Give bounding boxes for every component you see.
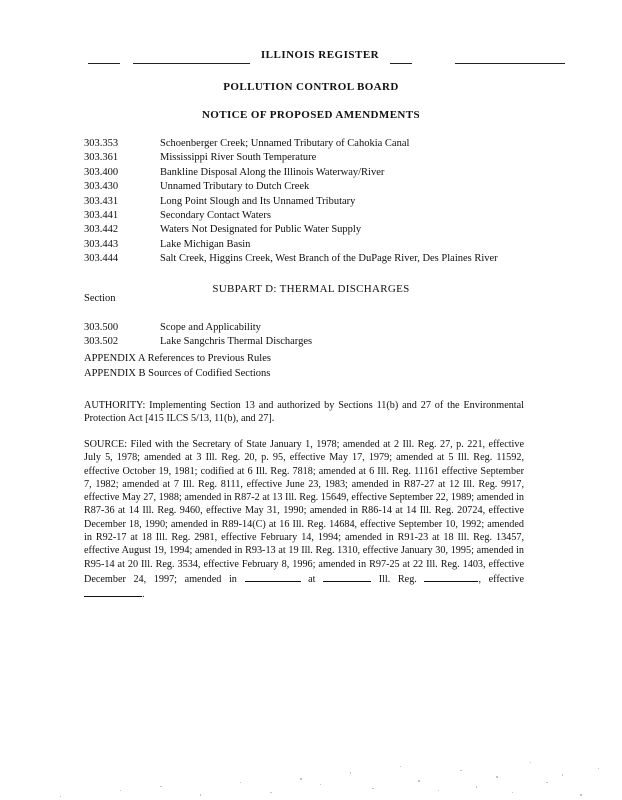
section-title: Schoenberger Creek; Unnamed Tributary of Cahokia Canal [160, 138, 410, 149]
authority-paragraph: AUTHORITY: Implementing Section 13 and authorized by Sections 11(b) and 27 of the Environmental Protection Act [415 ILCS 5/13, 11(b), and 27]. [84, 400, 524, 425]
section-column-label: Section [84, 293, 116, 304]
list-item [84, 151, 498, 165]
source-at: at [308, 573, 316, 585]
source-paragraph: SOURCE: Filed with the Secretary of State January 1, 1978; amended at 2 Ill. Reg. 27, p. 221, effective July 5, 1978; amended at 3 Ill. Reg. 20, p. 95, effective May 17, 1979; amended at 5 Ill. Reg. 11592, effective October 19, 1981; codified at 6 Ill. Reg. 7818; amended at 6 Ill. Reg. 11161 effective September 7, 1982; amended at 7 Ill. Reg. 8111, effective June 23, 1983; amended in R87-27 at 12 Ill. Reg. 9917, effective May 27, 1988; amended in R87-2 at 13 Ill. Reg. 15649, effective September 22, 1989; amended in R87-36 at 14 Ill. Reg. 9460, effective May 31, 1990; amended in R86-14 at 14 Ill. Reg. 20724, effective December 18, 1990; amended in R89-14(C) at 16 Ill. Reg. 14684, effective September 10, 1992; amended in R92-17 at 18 Ill. Reg. 2981, effective February 14, 1994; amended in R91-23 at 18 Ill. Reg. 13457, effective August 19, 1994; amended in R93-13 at 19 Ill. Reg. 1310, effective January 30, 1995; amended in R95-14 at 20 Ill. Reg. 3534, effective February 8, 1996; amended in R97-25 at 22 Ill. Reg. 1403, effective December 24, 1997; amended in at Ill. Reg. , effective . [84, 439, 525, 601]
section-title: Unnamed Tributary to Dutch Creek [160, 181, 310, 193]
section-title: Mississippi River South Temperature [160, 152, 317, 164]
section-number: 303.400 [84, 166, 119, 178]
section-title: Secondary Contact Waters [160, 209, 271, 221]
section-title: Salt Creek, Higgins Creek, West Branch of the DuPage River, Des Plaines River [160, 253, 498, 265]
list-item [84, 321, 312, 335]
subpart-section-list [84, 321, 312, 350]
section-title: Lake Sangchris Thermal Discharges [160, 336, 313, 348]
section-title: Bankline Disposal Along the Illinois Waterway/River [160, 166, 385, 178]
notice-title: NOTICE OF PROPOSED AMENDMENTS [201, 109, 421, 121]
appendix-list [84, 352, 271, 381]
section-number: 303.441 [84, 209, 119, 221]
header-rule-right-short [390, 63, 412, 64]
section-list [84, 137, 498, 267]
list-item [84, 335, 312, 349]
header-rule-right [455, 63, 565, 64]
section-number: 303.443 [84, 238, 119, 250]
source-effective: , effective [478, 573, 525, 585]
section-number: 303.502 [84, 336, 119, 348]
section-number: 303.361 [84, 152, 119, 164]
blank-field [84, 586, 142, 597]
section-title: Long Point Slough and Its Unnamed Tributary [160, 195, 356, 207]
header-rule-left-short [88, 63, 120, 64]
register-title: ILLINOIS REGISTER [260, 49, 380, 61]
list-item [84, 252, 498, 266]
section-number: 303.500 [84, 322, 119, 333]
section-number: 303.430 [84, 181, 119, 193]
section-number: 303.444 [84, 253, 119, 265]
header-rule-left [133, 63, 250, 64]
source-ill-reg: Ill. Reg. [378, 573, 417, 585]
section-title: Scope and Applicability [160, 322, 261, 333]
section-number: 303.431 [84, 195, 119, 207]
subpart-heading: SUBPART D: THERMAL DISCHARGES [212, 283, 410, 295]
blank-field [245, 571, 301, 582]
section-number: 303.442 [84, 224, 119, 236]
list-item [84, 195, 498, 209]
list-item [84, 180, 498, 194]
list-item [84, 166, 498, 180]
appendix-item: APPENDIX A References to Previous Rules [84, 353, 271, 364]
section-title: Lake Michigan Basin [160, 238, 251, 250]
list-item [84, 238, 498, 252]
scan-noise [0, 700, 622, 800]
blank-field [424, 571, 478, 582]
list-item [84, 137, 498, 151]
source-text: SOURCE: Filed with the Secretary of State January 1, 1978; amended at 2 Ill. Reg. 27, p. 221, effective July 5, 1978; amended at 3 Ill. Reg. 20, p. 95, effective May 17, 1979; amended at 5 Ill. Reg. 11592, effective October 19, 1981; codified at 6 Ill. Reg. 7818; amended at 6 Ill. Reg. 11161 effective September 7, 1982; amended at 7 Ill. Reg. 8111, effective June 23, 1983; amended in R87-27 at 12 Ill. Reg. 9917, effective May 27, 1988; amended in R87-2 at 13 Ill. Reg. 15649, effective September 22, 1989; amended in R87-36 at 14 Ill. Reg. 9460, effective May 31, 1990; amended in R86-14 at 14 Ill. Reg. 20724, effective December 18, 1990; amended in R89-14(C) at 16 Ill. Reg. 14684, effective September 10, 1992; amended in R92-17 at 18 Ill. Reg. 2981, effective February 14, 1994; amended in R91-23 at 18 Ill. Reg. 13457, effective August 19, 1994; amended in R93-13 at 19 Ill. Reg. 1310, effective January 30, 1995; amended in R95-14 at 20 Ill. Reg. 3534, effective February 8, 1996; amended in R97-25 at 22 Ill. Reg. 1403, effective December 24, 1997; amended in [84, 439, 524, 585]
appendix-item: APPENDIX B Sources of Codified Sections [84, 367, 271, 379]
board-title: POLLUTION CONTROL BOARD [223, 81, 399, 93]
blank-field [323, 571, 371, 582]
list-item [84, 209, 498, 223]
list-item [84, 223, 498, 237]
section-number: 303.353 [84, 138, 119, 149]
section-title: Waters Not Designated for Public Water Supply [160, 224, 362, 236]
